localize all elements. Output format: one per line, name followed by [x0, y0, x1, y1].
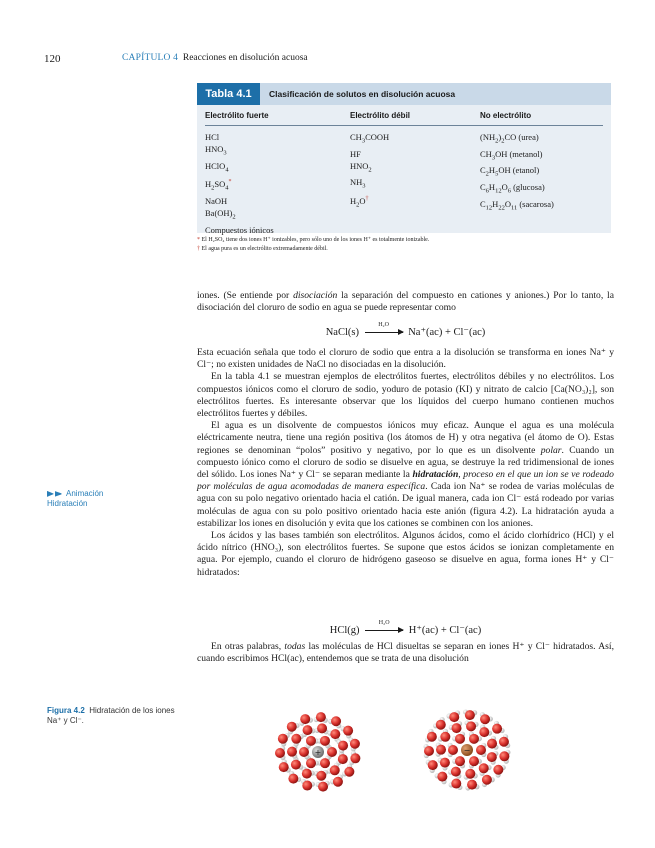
water-molecule [425, 729, 437, 743]
water-molecule [315, 723, 329, 734]
water-molecule [479, 725, 492, 738]
water-molecule [487, 736, 498, 750]
water-molecule [435, 772, 448, 785]
water-molecule [291, 757, 303, 770]
water-molecule [499, 750, 510, 764]
water-molecule [314, 770, 328, 781]
column-non [480, 131, 554, 214]
table-cell: NaOH [205, 195, 228, 206]
table-cell: $Ba(OH)_2$ [205, 207, 236, 221]
body-section [197, 347, 614, 579]
running-head [122, 53, 308, 63]
chapter-label: CAPÍTULO 4 [122, 53, 179, 63]
ion-charge-symbol: + [314, 748, 322, 757]
paragraph-1: iones. (Se entiende por disociación la separación del compuesto en cationes y aniones.) Por lo tanto, la disociación del cloruro de sodio en agua se puede representar como [197, 290, 614, 314]
water-molecule [448, 743, 458, 757]
table-cell: $CH_3COOH$ [350, 132, 390, 145]
figure-label: Figura 4.2 [47, 706, 85, 715]
water-molecule [299, 714, 313, 726]
water-molecule [336, 751, 348, 765]
table-cell: $HNO_3$ [205, 144, 227, 157]
water-molecule [341, 726, 354, 739]
water-molecule [316, 781, 330, 792]
water-molecule [463, 709, 477, 720]
water-molecule [438, 729, 450, 742]
water-molecule [452, 756, 465, 768]
table-label: Tabla 4.1 [197, 83, 260, 105]
animation-link[interactable]: Animación Hidratación [47, 489, 104, 508]
column-weak [350, 131, 389, 212]
water-molecule [301, 779, 315, 791]
water-molecule [480, 712, 493, 724]
footnote-b: † El agua pura es un electrólito extremadamente débil. [197, 246, 328, 252]
water-molecule [278, 733, 290, 747]
figure-caption: Figura 4.2 Hidratación de los iones Na⁺ y Cl⁻. [47, 706, 175, 725]
chapter-title: Reacciones en disolución acuosa [182, 53, 308, 63]
column-header-weak: Electrólito débil [350, 111, 411, 120]
term-hidratacion: hidratación [412, 469, 459, 481]
water-molecule [433, 717, 446, 730]
water-molecule [436, 743, 446, 757]
water-molecule [349, 737, 360, 751]
table-cell: $C_6H_{12}O_6$ (glucosa) [480, 182, 545, 195]
table-cell: $H_2SO_4^*$ [205, 179, 232, 192]
hydration-figure [262, 702, 532, 802]
table-cell: HF [350, 148, 361, 159]
water-molecule [426, 760, 438, 773]
page-number: 120 [44, 53, 61, 65]
water-molecule [464, 720, 478, 731]
table-caption: Clasificación de solutos en disolución acuosa [269, 89, 456, 99]
water-molecule [449, 779, 463, 791]
water-molecule [499, 734, 510, 748]
water-molecule [479, 763, 492, 776]
water-molecule [482, 775, 495, 787]
water-molecule [438, 758, 450, 771]
water-molecule [314, 712, 328, 723]
reaction-arrow: H₂O [365, 630, 403, 631]
column-strong [205, 131, 274, 236]
water-molecule [424, 744, 434, 758]
table-4-1 [197, 83, 611, 233]
ion-charge-symbol: − [463, 746, 471, 755]
paragraph-4: El agua es un disolvente de compuestos iónicos muy eficaz. Aunque el agua es una molécula eléctricamente neutra, tiene una región positiva (los átomos de H) y otra negativa (el átomo de O). Estas regiones se denominan “polos” positivo y negativo, por lo que es un disolvente polar. Cuando un compuesto iónico como el cloruro de sodio se disuelve en agua, se destruye la red tridimensional de iones del sólido. Los iones Na⁺ y Cl⁻ se separan mediante la hidratación, proceso en el que un ion se ve rodeado por moléculas de agua acomodadas de manera específica. Cada ion Na⁺ se rodea de varias moléculas de agua con su polo negativo orientado hacia el catión. De igual manera, cada ion Cl⁻ está rodeado por varias moléculas de agua con su polo positivo orientado hacia este anión (figura 4.2). La hidratación ayuda a estabilizar los iones en disolución y evita que los cationes se combinen con los aniones. [197, 420, 614, 529]
water-molecule [291, 734, 303, 747]
paragraph-2: Esta ecuación señala que todo el cloruro de sodio que entra a la disolución se transforma en iones Na⁺ y Cl⁻; no existen unidades de NaCl no disociadas en la disolución. [197, 347, 614, 371]
column-header-non: No electrólito [480, 111, 532, 120]
water-molecule [330, 774, 343, 786]
table-cell: $HNO_2$ [350, 160, 372, 174]
table-cell: $H_2O^\dagger$ [350, 195, 369, 209]
water-molecule [275, 746, 285, 760]
water-molecule [465, 780, 479, 791]
table-header-bar [197, 83, 611, 105]
water-molecule [448, 767, 461, 779]
water-molecule [492, 721, 505, 734]
equation-nacl: NaCl(s) H₂O Na⁺(ac) + Cl⁻(ac) [325, 322, 486, 338]
water-molecule [487, 751, 499, 765]
table-cell: Compuestos iónicos [205, 224, 274, 235]
water-molecule [302, 725, 315, 737]
term-disociacion: disociación [293, 290, 338, 301]
water-molecule [337, 739, 348, 753]
paragraph-6: En otras palabras, todas las moléculas de HCl disueltas se separan en iones H⁺ y Cl⁻ hidratados. Así, cuando escribimos HCl(ac), entendemos que se trata de una disolución [197, 641, 614, 665]
na-hydration-cluster [275, 712, 360, 792]
table-footnotes [197, 236, 611, 254]
water-molecule [449, 721, 462, 733]
table-cell: $C_{12}H_{22}O_{11}$ (sacarosa) [480, 198, 554, 212]
water-molecule [452, 732, 465, 744]
play-icon [47, 491, 63, 497]
water-molecule [493, 765, 505, 778]
reaction-arrow: H₂O [365, 332, 403, 333]
water-molecule [287, 722, 300, 735]
water-molecule [288, 771, 301, 784]
water-molecule [287, 745, 297, 759]
column-header-strong: Electrólito fuerte [205, 111, 269, 120]
water-molecule [349, 751, 360, 765]
water-molecule [446, 710, 460, 722]
table-cell: HCl [205, 132, 220, 142]
water-molecule [464, 769, 478, 780]
footnote-a: * El H₂SO₄ tiene dos iones H⁺ ionizables, pero sólo uno de los iones H⁺ es totalmente ionizable. [197, 237, 430, 243]
table-cell: $CH_3OH$ (metanol) [480, 148, 543, 162]
table-rule [205, 125, 603, 126]
table-cell: $NH_3$ [350, 177, 366, 191]
table-cell: $(NH_2)_2CO$ (urea) [480, 132, 539, 145]
water-molecule [301, 767, 314, 779]
paragraph-5: Los ácidos y las bases también son electrólitos. Algunos ácidos, como el ácido clorhídrico (HCl) y el ácido nítrico (HNO₃), son electrólitos fuertes. Se supone que estos ácidos se ionizan completamente en agua. Por ejemplo, cuando el cloruro de hidrógeno gaseoso se disuelve en agua, forma iones H⁺ y Cl⁻ hidratados: [197, 530, 614, 578]
table-cell: $C_2H_5OH$ (etanol) [480, 165, 540, 179]
paragraph-3: En la tabla 4.1 se muestran ejemplos de electrólitos fuertes, electrólitos débiles y no electrólitos. Los compuestos iónicos como el cloruro de sodio, yoduro de potasio (KI) y nitrato de calcio [Ca(NO₃)₂], son electrólitos fuertes. Es interesante observar que los líquidos del cuerpo humano contienen muchos electrólitos fuertes y débiles. [197, 371, 614, 420]
cl-hydration-cluster [424, 709, 511, 790]
water-molecule [328, 716, 341, 728]
equation-hcl: HCl(g) H₂O H⁺(ac) + Cl⁻(ac) [329, 620, 482, 636]
water-molecule [476, 743, 486, 757]
table-cell: HClO$_4$ [205, 160, 229, 174]
water-molecule [279, 759, 291, 772]
water-molecule [342, 764, 354, 777]
